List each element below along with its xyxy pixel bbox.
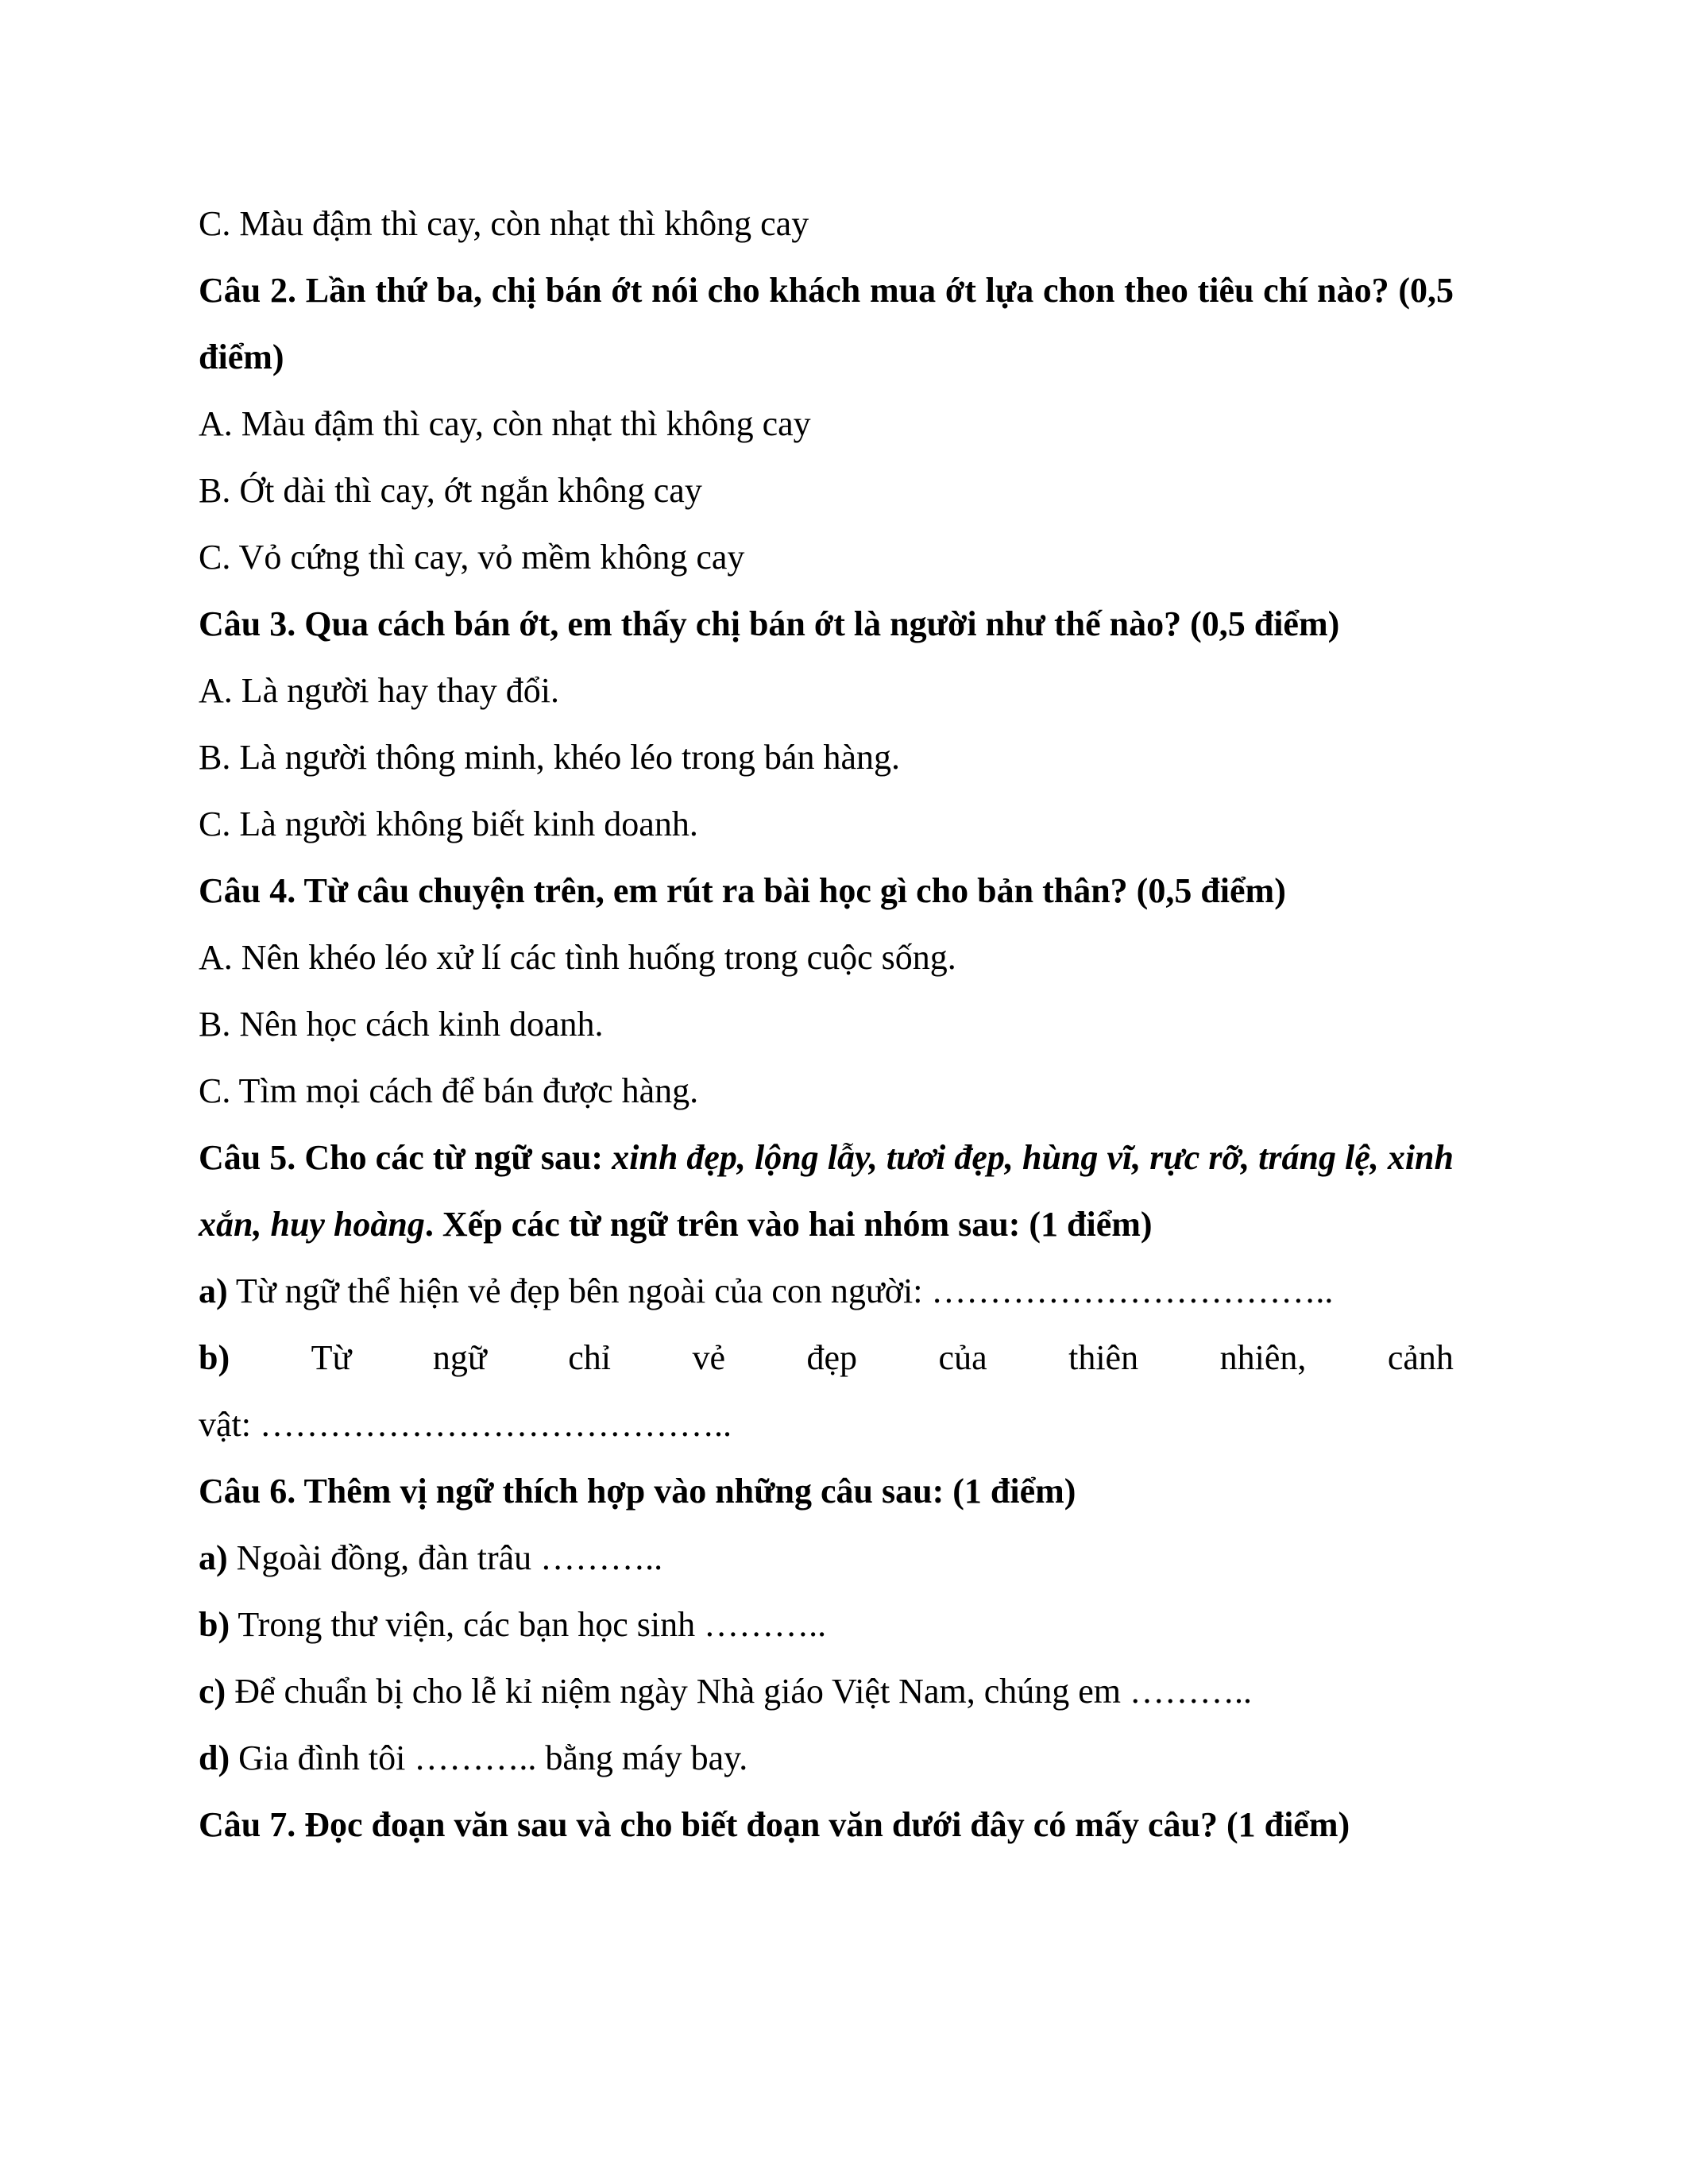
q5-b-word: thiên [1068,1338,1139,1377]
q7-title: Câu 7. Đọc đoạn văn sau và cho biết đoạn văn dưới đây có mấy câu? (1 điểm) [199,1805,1350,1844]
q3-option-a: A. Là người hay thay đổi. [199,671,560,710]
q5-b-word: chỉ [568,1338,611,1377]
q5-part-b-line2: vật: ………………………………….. [199,1405,732,1444]
q3-option-c: C. Là người không biết kinh doanh. [199,805,698,843]
q2-option-b: B. Ớt dài thì cay, ớt ngắn không cay [199,471,702,510]
q2-question [199,257,1454,391]
q4-option-c: C. Tìm mọi cách để bán được hàng. [199,1071,699,1110]
worksheet-page [199,191,1454,1858]
q2-title-line2: nào? (0,5 điểm) [199,271,1454,376]
q5-a-text: Từ ngữ thể hiện vẻ đẹp bên ngoài của con người: …………………………….. [227,1271,1334,1310]
q5-part-a [199,1258,1454,1325]
q5-b-word: cảnh [1387,1338,1454,1377]
q6-title: Câu 6. Thêm vị ngữ thích hợp vào những câu sau: (1 điểm) [199,1472,1076,1511]
q6-question [199,1458,1454,1525]
q2-option-a: A. Màu đậm thì cay, còn nhạt thì không cay [199,404,811,443]
q4-question [199,858,1454,924]
q6-item-text: Gia đình tôi ……….. bằng máy bay. [230,1738,748,1777]
q6-item-d [199,1725,1454,1792]
q4-option-a: A. Nên khéo léo xử lí các tình huống trong cuộc sống. [199,938,956,977]
q6-item-a [199,1525,1454,1592]
q5-title-prefix: Câu 5. Cho các từ ngữ sau: [199,1138,612,1177]
q5-a-label: a) [199,1271,228,1310]
q5-b-word: ngữ [432,1338,487,1377]
q3-title: Câu 3. Qua cách bán ớt, em thấy chị bán ớt là người như thế nào? (0,5 điểm) [199,604,1340,643]
q3-option-b: B. Là người thông minh, khéo léo trong bán hàng. [199,738,900,777]
q6-item-text: Để chuẩn bị cho lễ kỉ niệm ngày Nhà giáo Việt Nam, chúng em ……….. [226,1672,1252,1711]
q6-item-label: c) [199,1672,226,1711]
q2-title-line1: Câu 2. Lần thứ ba, chị bán ớt nói cho khách mua ớt lựa chon theo tiêu chí [199,271,1308,310]
q6-item-text: Ngoài đồng, đàn trâu ……….. [227,1538,663,1577]
q5-b-word: vẻ [692,1338,726,1377]
q7-question [199,1792,1454,1858]
q6-item-label: a) [199,1538,228,1577]
q1-option-c: C. Màu đậm thì cay, còn nhạt thì không cay [199,204,809,243]
q2-option-c: C. Vỏ cứng thì cay, vỏ mềm không cay [199,538,745,577]
q6-item-b [199,1592,1454,1658]
q3-question [199,591,1454,658]
q5-word-list: xinh đẹp, lộng lẫy, tươi đẹp, hùng vĩ, rực rỡ, tráng lệ, xinh xắn, huy hoàng [199,1138,1454,1244]
q6-item-label: b) [199,1605,230,1644]
q5-b-word: Từ [311,1338,352,1377]
q4-title: Câu 4. Từ câu chuyện trên, em rút ra bài học gì cho bản thân? (0,5 điểm) [199,871,1286,910]
q4-option-b: B. Nên học cách kinh doanh. [199,1005,604,1044]
q6-item-label: d) [199,1738,230,1777]
q5-b-word: nhiên, [1219,1338,1307,1377]
q6-item-text: Trong thư viện, các bạn học sinh ……….. [230,1605,827,1644]
q5-b-word: của [938,1338,987,1377]
q5-b-word: đẹp [806,1338,858,1377]
q5-b-label: b) [199,1338,230,1377]
q5-part-b-line1 [199,1325,1454,1391]
q5-question [199,1125,1454,1258]
q5-title-suffix: . Xếp các từ ngữ trên vào hai nhóm sau: (1 điểm) [424,1205,1153,1244]
q6-item-c [199,1658,1454,1725]
